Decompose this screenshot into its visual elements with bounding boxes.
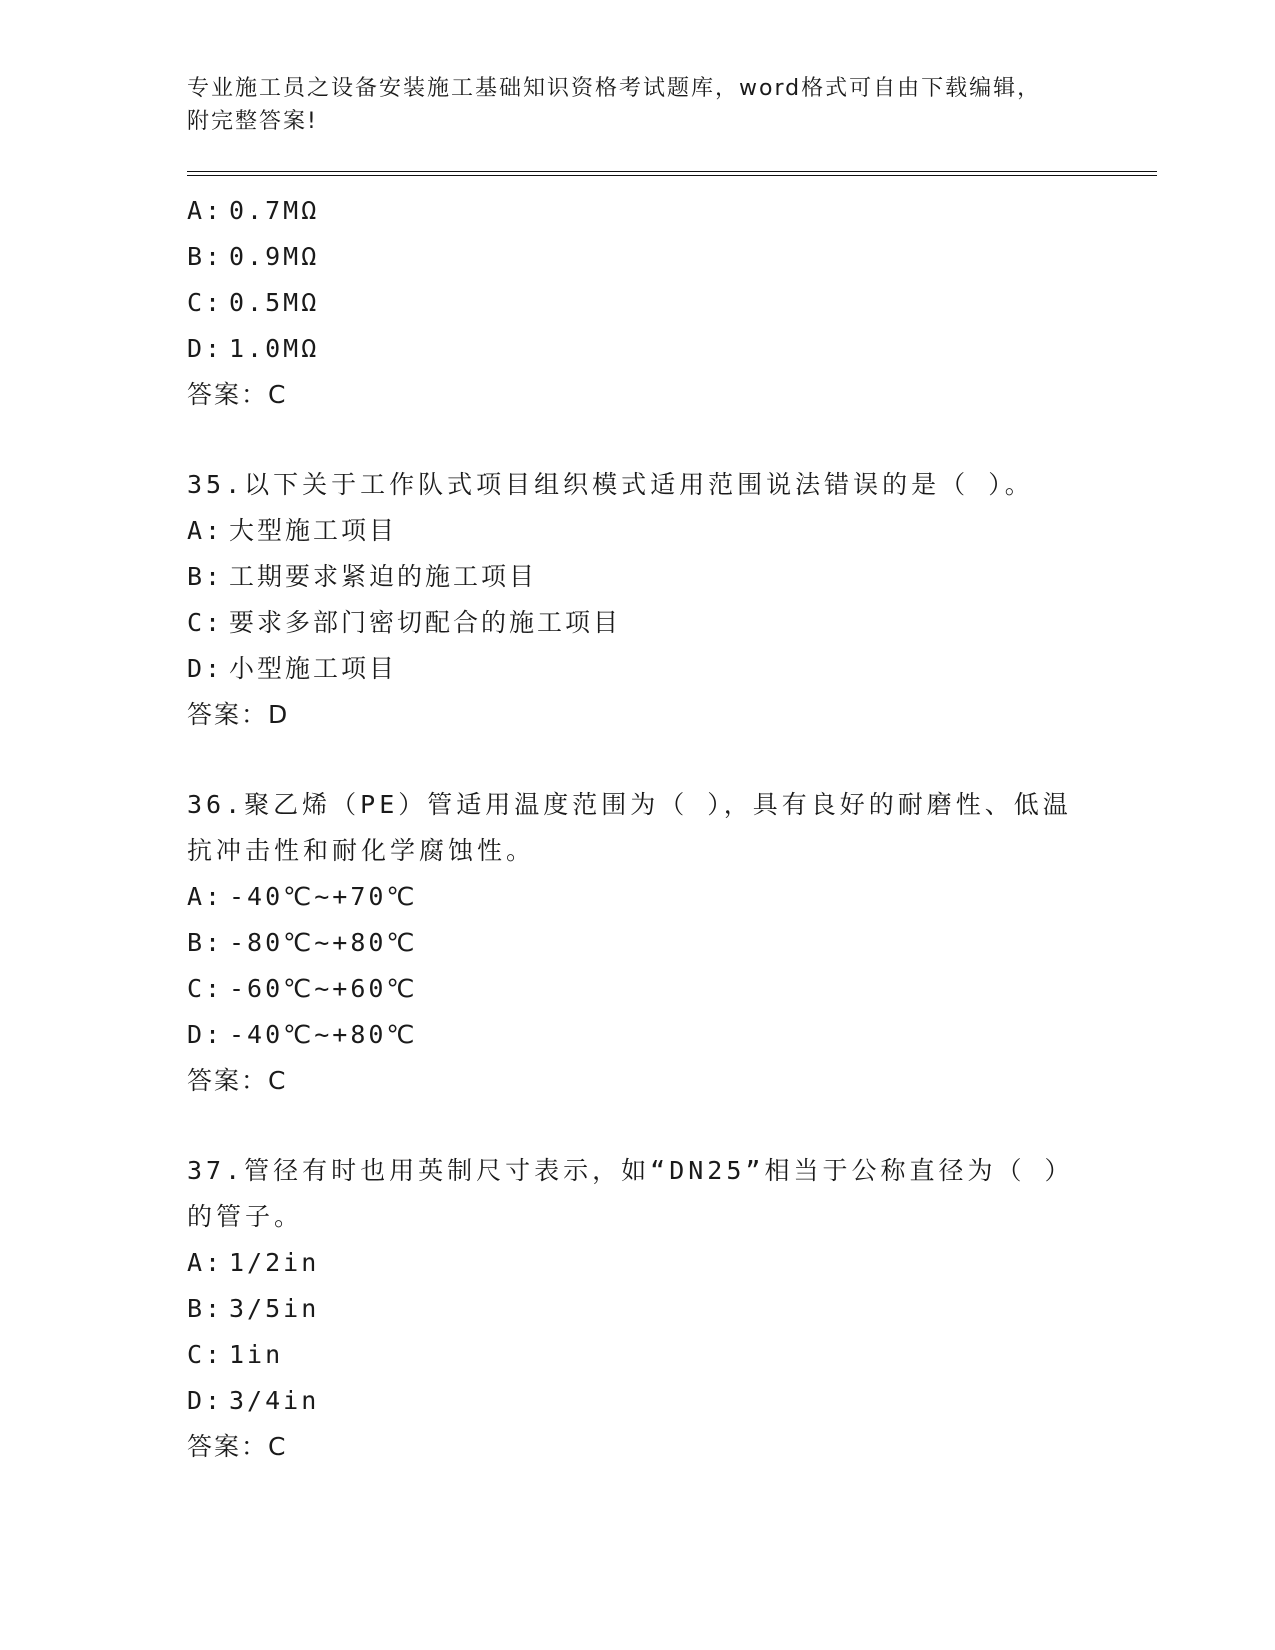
question-text-line-2: 抗冲击性和耐化学腐蚀性。 — [187, 836, 536, 865]
option-a: A: -40℃~+70℃ — [187, 882, 418, 911]
question-text-line-1: 37.管径有时也用英制尺寸表示，如“DN25”相当于公称直径为（ ） — [187, 1156, 1074, 1185]
answer: 答案：C — [187, 380, 288, 409]
header-divider — [187, 171, 1157, 176]
option-d: D: 1.0MΩ — [187, 334, 320, 363]
option-d: D: -40℃~+80℃ — [187, 1020, 418, 1049]
option-b: B: 0.9MΩ — [187, 242, 320, 271]
question-37 — [187, 1148, 1157, 1470]
divider-line-bottom — [187, 175, 1157, 176]
document-header — [187, 72, 1157, 138]
answer: 答案：C — [187, 1066, 288, 1095]
option-b: B: -80℃~+80℃ — [187, 928, 418, 957]
option-c: C: -60℃~+60℃ — [187, 974, 418, 1003]
option-c: C: 要求多部门密切配合的施工项目 — [187, 608, 622, 637]
option-c: C: 1in — [187, 1340, 284, 1369]
option-a: A: 1/2in — [187, 1248, 320, 1277]
answer: 答案：D — [187, 700, 290, 729]
option-a: A: 0.7MΩ — [187, 196, 320, 225]
option-b: B: 工期要求紧迫的施工项目 — [187, 562, 538, 591]
question-36 — [187, 782, 1157, 1104]
question-text: 35.以下关于工作队式项目组织模式适用范围说法错误的是（ ）。 — [187, 470, 1034, 499]
question-text-line-1: 36.聚乙烯（PE）管适用温度范围为（ ），具有良好的耐磨性、低温 — [187, 790, 1072, 819]
option-b: B: 3/5in — [187, 1294, 320, 1323]
answer: 答案：C — [187, 1432, 288, 1461]
option-d: D: 3/4in — [187, 1386, 320, 1415]
option-c: C: 0.5MΩ — [187, 288, 320, 317]
header-line-1: 专业施工员之设备安装施工基础知识资格考试题库，word格式可自由下载编辑， — [187, 76, 1042, 101]
document-page — [187, 72, 1157, 1470]
option-a: A: 大型施工项目 — [187, 516, 398, 545]
question-34 — [187, 188, 1157, 418]
option-d: D: 小型施工项目 — [187, 654, 398, 683]
header-line-2: 附完整答案! — [187, 109, 318, 134]
question-35 — [187, 462, 1157, 738]
divider-line-top — [187, 171, 1157, 172]
question-text-line-2: 的管子。 — [187, 1202, 304, 1231]
